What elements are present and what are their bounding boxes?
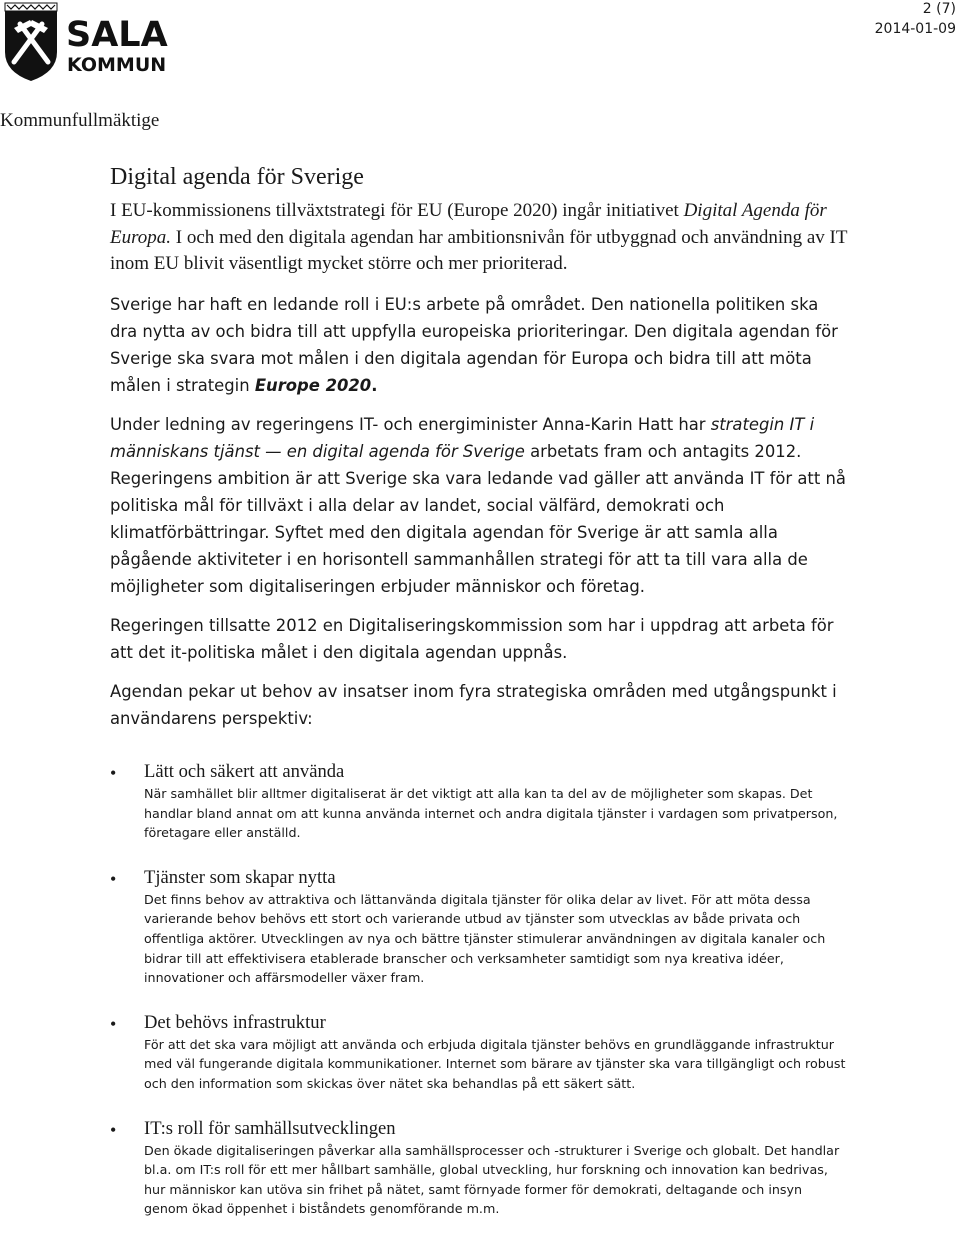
- document-title: Digital agenda för Sverige: [110, 164, 364, 190]
- bullet-icon: •: [110, 1119, 117, 1140]
- list-item-text: Det finns behov av attraktiva och lättanvända digitala tjänster för olika delar av livet. För att möta dessa varierande behov behövs ett stort och varierande utbud av tjänster som utvecklas av både privata och offentliga aktörer. Utvecklingen av nya och bättre tjänster stimulerar användningen av digitala kanaler och bidrar till att effektivisera etablerade branscher och verksamheter samtidigt som nya kreativa idéer, innovationer och affärsmodeller växer fram.: [144, 891, 826, 986]
- hammer-crest-icon: [2, 2, 60, 82]
- document-date: 2014-01-09: [874, 21, 956, 37]
- paragraph-1: I EU-kommissionens tillväxtstrategi för EU (Europe 2020) ingår initiativet Digital Agenda för Europa. I och med den digitala agendan har ambitionsnivån för utbyggnad och användning av IT inom EU blivit väsentligt mycket större och mer prioriterad.: [110, 200, 848, 274]
- list-item-heading: Lätt och säkert att använda: [144, 761, 345, 782]
- document-body: [110, 160, 850, 744]
- list-item: [110, 866, 850, 988]
- paragraph-3: Under ledning av regeringens IT- och energiminister Anna-Karin Hatt har strategin IT i människans tjänst — en digital agenda för Sverige arbetats fram och antagits 2012. Regeringens ambition är att Sverige ska vara ledande vad gäller att använda IT för att nå politiska mål för tillväxt i alla delar av landet, social välfärd, demokrati och klimatförbättringar. Syftet med den digitala agendan för Sverige är att samla alla pågående aktiviteter i en horisontell sammanhållen strategi för att ta till vara alla de möjligheter som digitaliseringen erbjuder människor och företag.: [110, 414, 846, 596]
- bullet-icon: •: [110, 868, 117, 889]
- paragraph-5: Agendan pekar ut behov av insatser inom fyra strategiska områden med utgångspunkt i användarens perspektiv:: [110, 681, 837, 728]
- list-item-heading: IT:s roll för samhällsutvecklingen: [144, 1117, 396, 1139]
- paragraph-4: Regeringen tillsatte 2012 en Digitaliseringskommission som har i uppdrag att arbeta för att det it-politiska målet i den digitala agendan uppnås.: [110, 615, 834, 662]
- list-item: [110, 760, 850, 843]
- list-item: [110, 1117, 850, 1219]
- logo-name: SALA: [66, 15, 168, 55]
- list-item: [110, 1011, 850, 1094]
- list-item-heading: Det behövs infrastruktur: [144, 1011, 326, 1033]
- list-item-text: Den ökade digitaliseringen påverkar alla samhällsprocesser och -strukturer i Sverige och globalt. Det handlar bl.a. om IT:s roll för ett mer hållbart samhälle, global utveckling, hur forskning och innovation kan bedrivas, hur människor kan utöva sin frihet på nätet, samt förnyade former för demokrati, deltagande och insyn genom ökad öppenhet i biståndets genomförande m.m.: [144, 1142, 840, 1217]
- bullet-icon: •: [110, 1013, 117, 1034]
- list-item-text: För att det ska vara möjligt att använda och erbjuda digitala tjänster behövs en grundläggande infrastruktur med väl fungerande digitala kommunikationer. Internet som bärare av tjänster ska vara tillgängligt och robust och den information som skickas över nätet ska behandlas på ett säkert sätt.: [144, 1036, 846, 1091]
- strategic-areas-list: [110, 760, 850, 1242]
- list-item-text: När samhället blir alltmer digitaliserat är det viktigt att alla kan ta del av de möjligheter som skapas. Det handlar bland annat om att kunna använda internet och andra digitala tjänster i vardagen som privatperson, företagare eller anställd.: [144, 786, 838, 841]
- department-label: Kommunfullmäktige: [0, 110, 160, 131]
- logo-subname: KOMMUN: [67, 54, 167, 76]
- paragraph-2: Sverige har haft en ledande roll i EU:s arbete på området. Den nationella politiken ska dra nytta av och bidra till att uppfylla europeiska prioriteringar. Den digitala agendan för Sverige ska svara mot målen i den digitala agendan för Europa och bidra till att möta målen i strategin Europe 2020.: [110, 294, 838, 395]
- sala-kommun-logo: [2, 2, 168, 82]
- page-number: 2 (7): [922, 1, 956, 17]
- list-item-heading: Tjänster som skapar nytta: [144, 866, 336, 888]
- bullet-icon: •: [110, 763, 117, 783]
